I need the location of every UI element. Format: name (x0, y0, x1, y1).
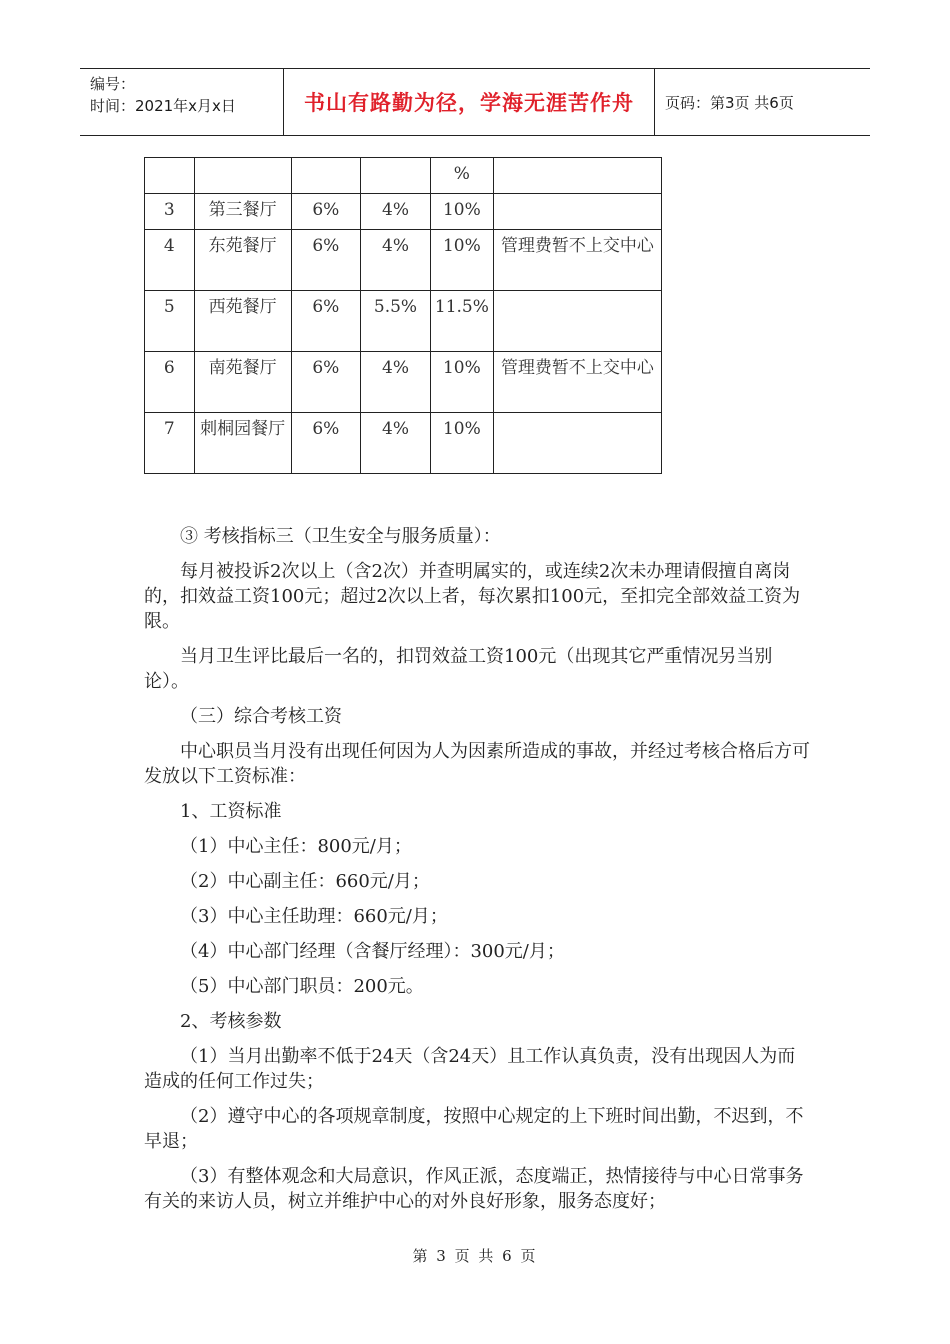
table-cell: 10% (430, 194, 493, 230)
section-heading: ③ 考核指标三（卫生安全与服务质量）： (180, 526, 501, 547)
table-row (145, 413, 662, 474)
table-cell (493, 194, 661, 230)
section-heading: （三）综合考核工资 (180, 706, 342, 727)
table-cell: 6 (145, 352, 195, 413)
header-meta (80, 69, 283, 135)
list-item: （2）中心副主任：660元/月； (180, 871, 430, 892)
table-cell: 6% (291, 194, 361, 230)
list-item: （3）中心主任助理：660元/月； (180, 906, 448, 927)
list-item: （4）中心部门经理（含餐厅经理）：300元/月； (180, 941, 565, 962)
table-cell: 4 (145, 230, 195, 291)
table-cell: 南苑餐厅 (194, 352, 291, 413)
document-body (144, 524, 810, 1214)
table-row (145, 291, 662, 352)
list-item: （3）有整体观念和大局意识，作风正派，态度端正，热情接待与中心日常事务有关的来访人员，树立并维护中心的对外良好形象，服务态度好； (144, 1166, 804, 1212)
page-footer: 第 3 页 共 6 页 (412, 1247, 538, 1265)
table-cell: 11.5% (430, 291, 493, 352)
table-cell (194, 158, 291, 194)
table-cell (493, 291, 661, 352)
header-page-number: 页码：第3页 共6页 (665, 93, 794, 112)
table-cell: 10% (430, 352, 493, 413)
cafeteria-fee-table (144, 157, 662, 474)
table-cell: 刺桐园餐厅 (194, 413, 291, 474)
list-item: （1）当月出勤率不低于24天（含24天）且工作认真负责，没有出现因人为而造成的任何工作过失； (144, 1046, 796, 1092)
list-item: （1）中心主任：800元/月； (180, 836, 412, 857)
table-cell: 10% (430, 230, 493, 291)
table-cell: 6% (291, 291, 361, 352)
header-slogan-cell (283, 69, 655, 135)
table-cell (145, 158, 195, 194)
table-cell: 第三餐厅 (194, 194, 291, 230)
header-time: 时间：2021年x月x日 (90, 97, 236, 115)
table-cell: 6% (291, 352, 361, 413)
page-header (80, 68, 870, 136)
table-cell: 4% (361, 194, 431, 230)
table-row (145, 158, 662, 194)
section-heading: 1、工资标准 (180, 801, 282, 822)
body-paragraph: 中心职员当月没有出现任何因为人为因素所造成的事故，并经过考核合格后方可发放以下工资标准： (144, 741, 810, 787)
table-cell: 管理费暂不上交中心 (493, 352, 661, 413)
table-cell: 4% (361, 230, 431, 291)
section-heading: 2、考核参数 (180, 1011, 282, 1032)
table-cell: % (430, 158, 493, 194)
table-cell: 3 (145, 194, 195, 230)
list-item: （5）中心部门职员：200元。 (180, 976, 424, 997)
table-cell (493, 413, 661, 474)
header-slogan: 书山有路勤为径，学海无涯苦作舟 (304, 91, 634, 115)
table-row (145, 194, 662, 230)
table-cell: 10% (430, 413, 493, 474)
table-cell: 西苑餐厅 (194, 291, 291, 352)
table-cell: 5 (145, 291, 195, 352)
header-number: 编号： (90, 75, 136, 93)
table-cell: 6% (291, 230, 361, 291)
table-cell: 4% (361, 352, 431, 413)
body-paragraph: 每月被投诉2次以上（含2次）并查明属实的，或连续2次未办理请假擅自离岗的，扣效益工资100元；超过2次以上者，每次累扣100元，至扣完全部效益工资为限。 (144, 561, 801, 632)
list-item: （2）遵守中心的各项规章制度，按照中心规定的上下班时间出勤，不迟到，不早退； (144, 1106, 804, 1152)
table-cell (291, 158, 361, 194)
table-cell: 5.5% (361, 291, 431, 352)
table-row (145, 352, 662, 413)
table-cell: 东苑餐厅 (194, 230, 291, 291)
table-cell: 6% (291, 413, 361, 474)
body-paragraph: 当月卫生评比最后一名的，扣罚效益工资100元（出现其它严重情况另当别论）。 (144, 646, 773, 692)
table-cell: 4% (361, 413, 431, 474)
table-cell (361, 158, 431, 194)
table-cell: 管理费暂不上交中心 (493, 230, 661, 291)
table-cell: 7 (145, 413, 195, 474)
table-row (145, 230, 662, 291)
table-cell (493, 158, 661, 194)
